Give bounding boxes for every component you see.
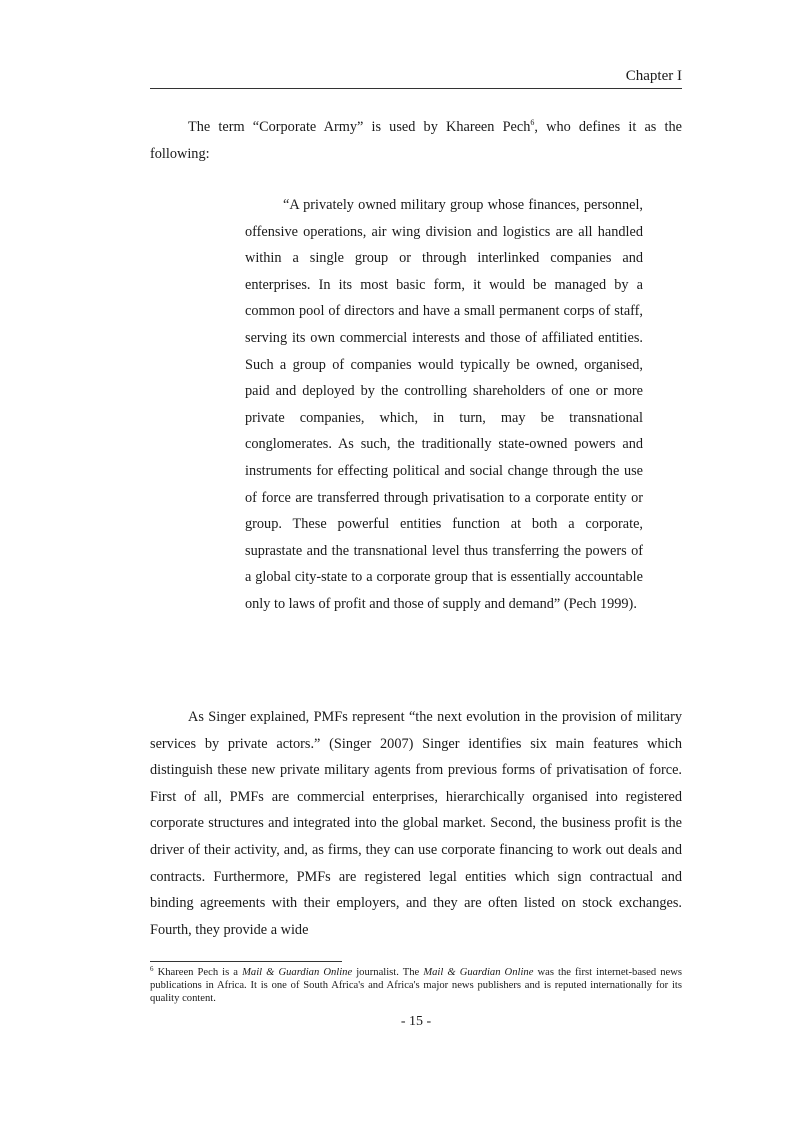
header-rule [150, 88, 682, 89]
page-header [150, 66, 682, 86]
footnote-reference[interactable]: 6 [530, 118, 535, 127]
body-text: As Singer explained, PMFs represent “the next evolution in the provision of military services by private actors.” (Singer 2007) Singer identifies six main features which distinguish these new private military agents from previous forms of privatisation of force. First of all, PMFs are commercial enterprises, hierarchically organised into registered corporate structures and integrated into the global market. Second, the business profit is the driver of their activity, and, as firms, they can use corporate financing to work out deals and contracts. Furthermore, PMFs are registered legal entities which sign contractual and binding agreements with their employers, and they are often listed on stock exchanges. Fourth, they provide a wide [150, 709, 682, 938]
footnote-number: 6 [150, 965, 154, 973]
footnote-rule [150, 961, 342, 962]
footnote-text-1: Khareen Pech is a [157, 967, 243, 978]
chapter-label: Chapter I [625, 68, 682, 84]
footnote-text-2: journalist. The [352, 967, 424, 978]
footnote-publication-1: Mail & Guardian Online [242, 967, 353, 978]
body-paragraph [150, 704, 682, 943]
intro-text-after: , who defines it as the following: [150, 119, 682, 162]
footnote-text-3: was the first internet-based news publications in Africa. It is one of South Africa's and Africa's major news publishers and is reputed internationally for its quality content. [150, 967, 682, 1005]
intro-text-before: The term “Corporate Army” is used by Khareen Pech [188, 119, 531, 135]
footnote [150, 966, 682, 1006]
quote-text: “A privately owned military group whose finances, personnel, offensive operations, air wing division and logistics are all handled within a single group or through interlinked companies and enterprises. In its most basic form, it would be managed by a common pool of directors and have a small permanent corps of staff, serving its own commercial interests and those of affiliated entities. Such a group of companies would typically be owned, organised, paid and deployed by the controlling shareholders of one or more private companies, which, in turn, may be transnational conglomerates. As such, the traditionally state-owned powers and instruments for effecting political and social change through the use of force are transferred through privatisation to a corporate entity or group. These powerful entities function at both a corporate, suprastate and the transnational level thus transferring the powers of a global city-state to a corporate group that is essentially accountable only to laws of profit and those of supply and demand” (Pech 1999). [245, 197, 643, 612]
footnote-publication-2: Mail & Guardian Online [423, 967, 534, 978]
page-number: - 15 - [400, 1014, 432, 1029]
intro-paragraph [150, 114, 682, 167]
block-quote [245, 192, 643, 618]
